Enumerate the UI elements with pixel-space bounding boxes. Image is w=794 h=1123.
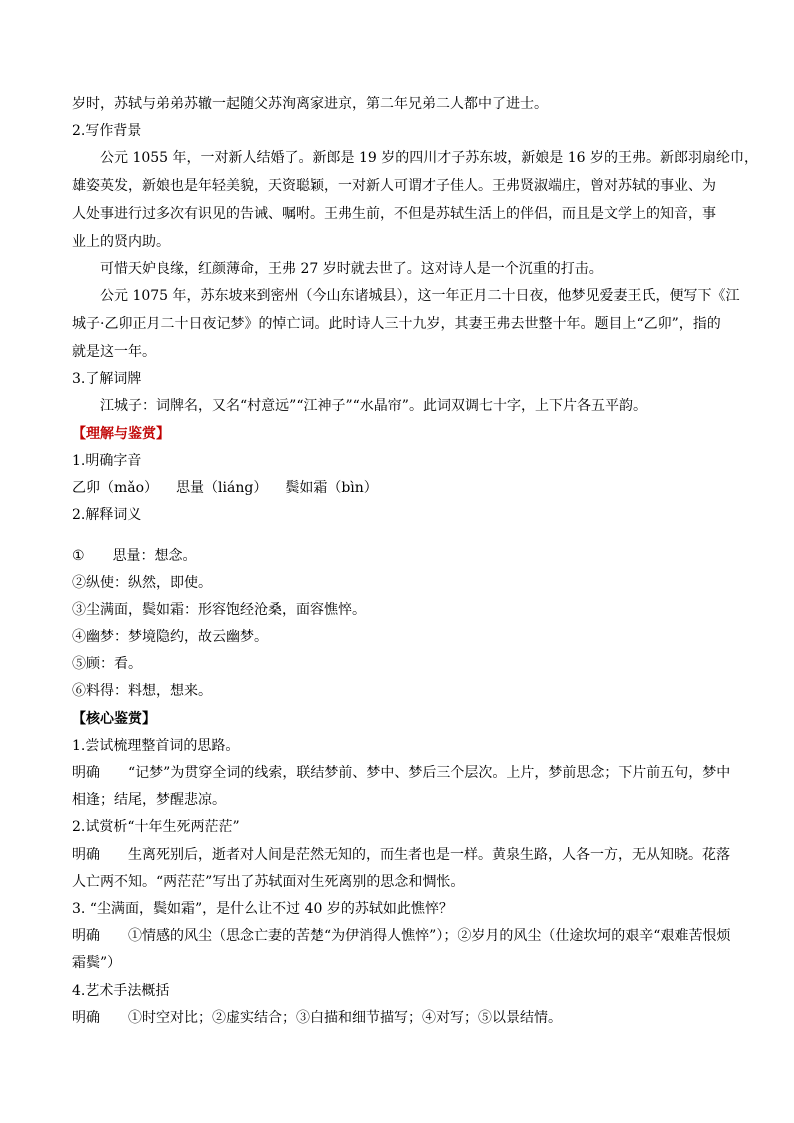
definition-item [72,627,268,647]
answer-4: 明确 ①时空对比；②虚实结合；③白描和细节描写；④对写；⑤以景结情。 [72,1010,562,1026]
definition-text: 幽梦：梦境隐约，故云幽梦。 [86,629,268,645]
heading-cipai: 3.了解词牌 [72,371,142,387]
question-2: 2.试赏析“十年生死两茫茫” [72,819,240,835]
pronunciation-line [72,478,378,498]
background-para2: 可惜天妒良缘，红颜薄命，王弗 27 岁时就去世了。这对诗人是一个沉重的打击。 [100,261,603,277]
definition-number: ① [72,548,85,564]
answer-1-line1: 明确 “记梦”为贯穿全词的线索，联结梦前、梦中、梦后三个层次。上片，梦前思念；下片前五句，梦中 [72,765,731,781]
definition-item [72,681,212,701]
answer-3-line1: 明确 ①情感的风尘（思念亡妻的苦楚“为伊消得人憔悴”）；②岁月的风尘（仕途坎坷的艰辛“艰难苦恨烦 [72,928,731,944]
definition-text: 思量：想念。 [112,548,197,564]
background-para1-line3: 人处事进行过多次有识见的告诫、嘱咐。王弗生前，不但是苏轼生活上的伴侣，而且是文学上的知音，事 [72,206,716,222]
definition-number: ② [72,575,86,591]
definition-item [72,546,197,566]
definition-number: ④ [72,629,86,645]
background-para1-line2: 雄姿英发，新娘也是年轻美貌，天资聪颖，一对新人可谓才子佳人。王弗贤淑端庄，曾对苏轼的事业、为 [72,178,716,194]
answer-1-line2: 相逢；结尾，梦醒悲凉。 [72,792,226,808]
question-3: 3. “尘满面，鬓如霜”，是什么让不过 40 岁的苏轼如此憔悴？ [72,901,453,917]
definition-text: 料得：料想，想来。 [86,683,212,699]
paragraph-continued: 岁时，苏轼与弟弟苏辙一起随父苏洵离家进京，第二年兄弟二人都中了进士。 [72,96,548,112]
definition-item [72,573,212,593]
answer-label: 明确 [72,1010,100,1026]
definition-item [72,600,366,620]
pronunciation-item: 鬓如霜（bìn） [285,480,378,496]
answer-2-line1: 明确 生离死别后，逝者对人间是茫然无知的，而生者也是一样。黄泉生路，人各一方，无从知晓。花落 [72,847,730,863]
question-1: 1.尝试梳理整首词的思路。 [72,738,240,754]
heading-pronunciation: 1.明确字音 [72,453,142,469]
definition-text: 尘满面，鬓如霜：形容饱经沧桑，面容憔悴。 [86,602,366,618]
definition-number: ③ [72,602,86,618]
section-title-understanding: 【理解与鉴赏】 [72,426,170,442]
background-para3-line2: 城子·乙卯正月二十日夜记梦》的悼亡词。此时诗人三十九岁，其妻王弗去世整十年。题目上“乙卯”，指的 [72,316,721,332]
definition-number: ⑥ [72,683,86,699]
definition-text: 纵使：纵然，即使。 [86,575,212,591]
background-para1-line4: 业上的贤内助。 [72,234,170,250]
definition-text: 顾：看。 [86,656,142,672]
background-para3-line3: 就是这一年。 [72,344,156,360]
answer-3-line2: 霜鬓”） [72,955,122,971]
background-para3-line1: 公元 1075 年，苏东坡来到密州（今山东诸城县），这一年正月二十日夜，他梦见爱妻王氏，便写下《江 [100,288,740,304]
definition-number: ⑤ [72,656,86,672]
pronunciation-item: 思量（liáng） [176,480,268,496]
definition-item [72,654,142,674]
answer-label: 明确 [72,847,100,863]
answer-label: 明确 [72,928,100,944]
answer-label: 明确 [72,765,100,781]
section-title-core: 【核心鉴赏】 [72,711,156,727]
heading-definitions: 2.解释词义 [72,507,142,523]
cipai-text: 江城子：词牌名，又名“村意远”“江神子”“水晶帘”。此词双调七十字，上下片各五平韵。 [100,398,647,414]
question-4: 4.艺术手法概括 [72,983,170,999]
pronunciation-item: 乙卯（mǎo） [72,480,159,496]
answer-2-line2: 人亡两不知。“两茫茫”写出了苏轼面对生死离别的思念和惆怅。 [72,874,465,890]
background-para1-line1: 公元 1055 年，一对新人结婚了。新郎是 19 岁的四川才子苏东坡，新娘是 16 岁的王弗。新郎羽扇纶巾， [100,150,758,166]
heading-writing-background: 2.写作背景 [72,123,142,139]
